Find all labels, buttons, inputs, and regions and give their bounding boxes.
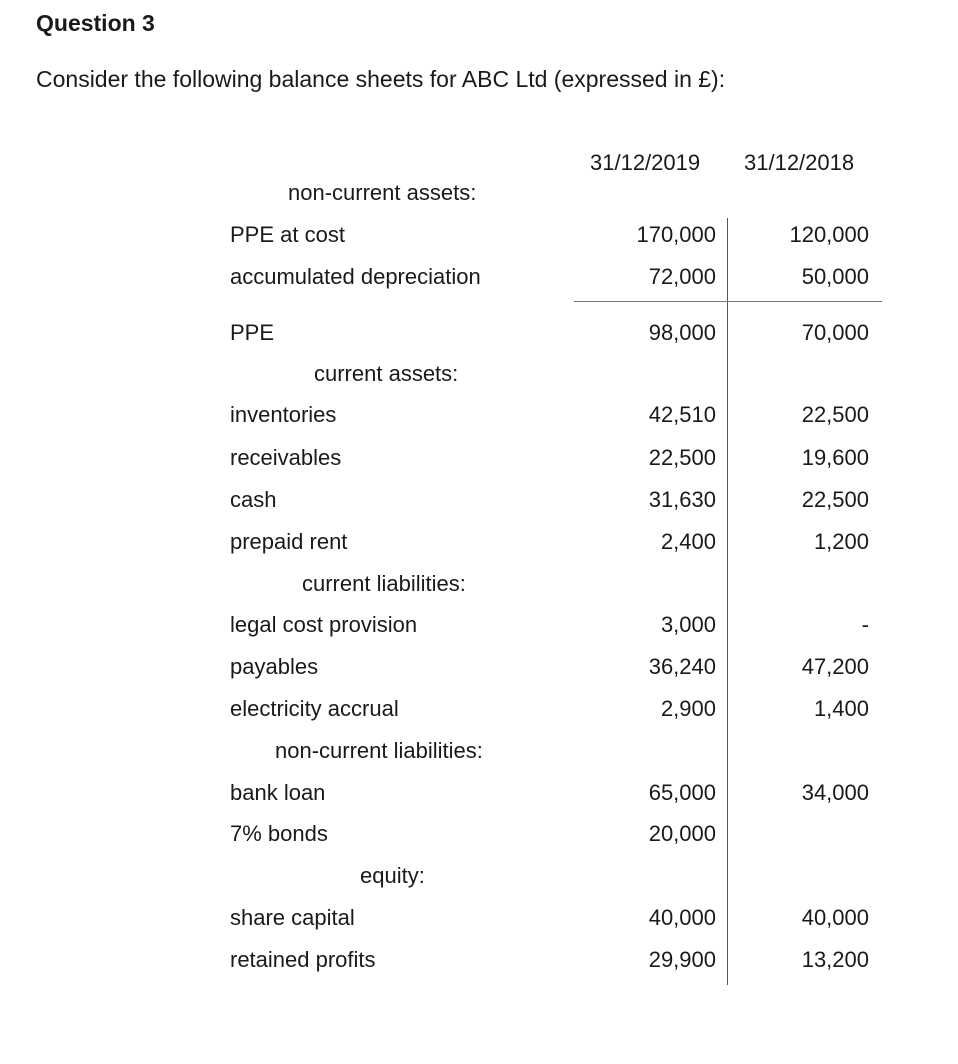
row-label: legal cost provision [230, 612, 418, 637]
value-2018: 34,000 [801, 780, 869, 805]
value-2018: 13,200 [801, 947, 869, 972]
section-heading: equity: [360, 863, 425, 888]
table-row [0, 610, 958, 640]
subtotal-rule [574, 301, 882, 302]
table-row [0, 945, 958, 975]
value-2018: - [861, 612, 869, 637]
row-label: accumulated depreciation [230, 264, 481, 289]
table-row [0, 262, 958, 292]
value-2019: 42,510 [648, 402, 716, 427]
value-2018: 22,500 [801, 487, 869, 512]
table-row [0, 861, 958, 891]
table-row [0, 694, 958, 724]
row-label: payables [230, 654, 319, 679]
table-row [0, 318, 958, 348]
value-2019: 65,000 [648, 780, 716, 805]
value-2018: 47,200 [801, 654, 869, 679]
table-row [0, 485, 958, 515]
value-2018: 40,000 [801, 905, 869, 930]
table-row [0, 903, 958, 933]
value-2019: 3,000 [660, 612, 716, 637]
row-label: inventories [230, 402, 337, 427]
section-heading: current assets: [314, 361, 459, 386]
value-2018: 22,500 [801, 402, 869, 427]
question-title: Question 3 [36, 10, 155, 36]
value-2019: 170,000 [636, 222, 716, 247]
value-2019: 2,900 [660, 696, 716, 721]
value-2019: 31,630 [648, 487, 716, 512]
row-label: electricity accrual [230, 696, 399, 721]
value-2019: 36,240 [648, 654, 716, 679]
section-heading: non-current assets: [288, 180, 477, 205]
value-2018: 1,200 [813, 529, 869, 554]
table-row [0, 400, 958, 430]
row-label: retained profits [230, 947, 376, 972]
table-row [0, 527, 958, 557]
value-2018: 19,600 [801, 445, 869, 470]
row-label: 7% bonds [230, 821, 328, 846]
table-row [0, 652, 958, 682]
question-intro: Consider the following balance sheets for ABC Ltd (expressed in £): [36, 66, 726, 92]
column-header-2019: 31/12/2019 [590, 150, 701, 175]
table-row [0, 778, 958, 808]
section-heading: current liabilities: [302, 571, 466, 596]
column-header-2018: 31/12/2018 [744, 150, 855, 175]
row-label: bank loan [230, 780, 326, 805]
table-row [0, 359, 958, 389]
table-row [0, 569, 958, 599]
value-2019: 22,500 [648, 445, 716, 470]
value-2018: 120,000 [789, 222, 869, 247]
table-row [0, 220, 958, 250]
row-label: share capital [230, 905, 355, 930]
value-2018: 70,000 [801, 320, 869, 345]
table-row [0, 443, 958, 473]
table-row [0, 178, 958, 208]
value-2019: 40,000 [648, 905, 716, 930]
table-row [0, 819, 958, 849]
value-2018: 50,000 [801, 264, 869, 289]
row-label: PPE [230, 320, 275, 345]
table-row [0, 736, 958, 766]
row-label: cash [230, 487, 277, 512]
value-2019: 20,000 [648, 821, 716, 846]
row-label: receivables [230, 445, 342, 470]
row-label: prepaid rent [230, 529, 348, 554]
row-label: PPE at cost [230, 222, 345, 247]
value-2018: 1,400 [813, 696, 869, 721]
section-heading: non-current liabilities: [275, 738, 483, 763]
value-2019: 72,000 [648, 264, 716, 289]
value-2019: 29,900 [648, 947, 716, 972]
value-2019: 98,000 [648, 320, 716, 345]
value-2019: 2,400 [660, 529, 716, 554]
